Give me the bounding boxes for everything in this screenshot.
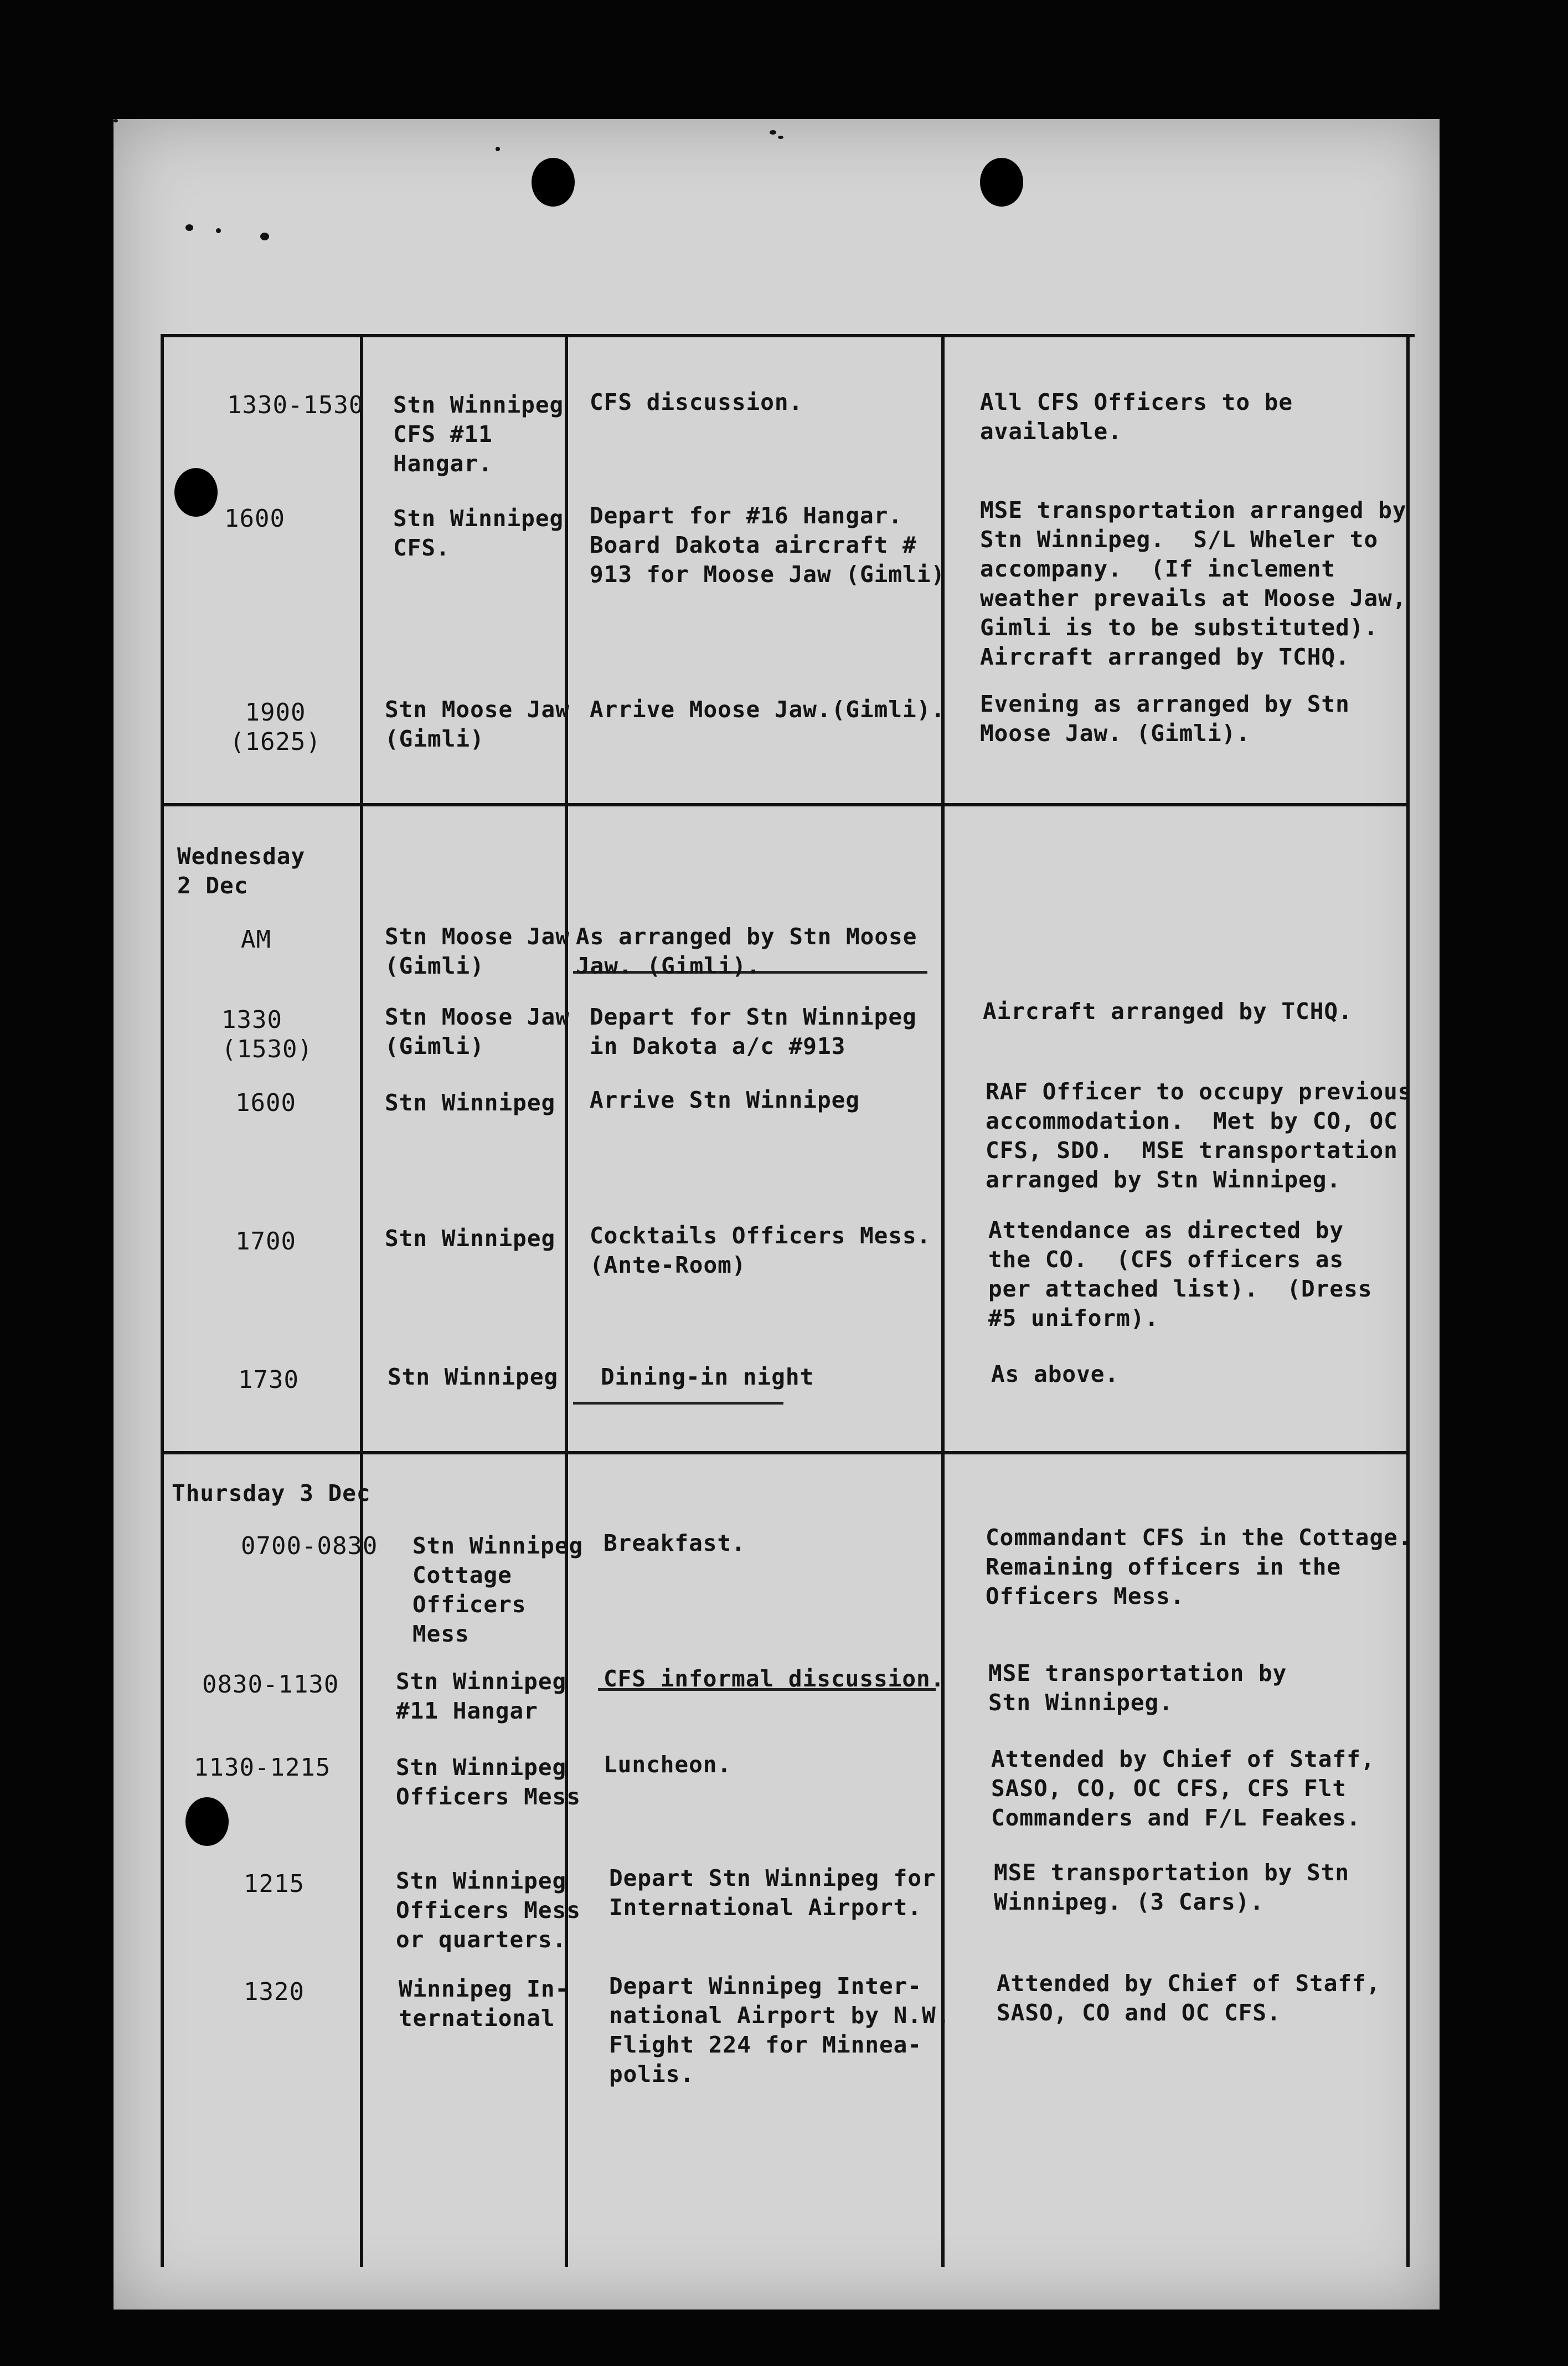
place-cell: Stn Winnipeg Officers Mess xyxy=(396,1754,581,1810)
event-cell: Cocktails Officers Mess. (Ante-Room) xyxy=(590,1222,931,1278)
time-cell: 1730 xyxy=(238,1366,299,1394)
place-cell: Stn Winnipeg xyxy=(388,1364,559,1390)
remarks-cell: MSE transportation by Stn Winnipeg. (3 Cars). xyxy=(994,1859,1350,1915)
speck xyxy=(496,147,500,151)
remarks-cell: Commandant CFS in the Cottage. Remaining officers in the Officers Mess. xyxy=(986,1524,1412,1609)
day-heading: Thursday 3 Dec xyxy=(172,1480,371,1506)
event-cell: Breakfast. xyxy=(604,1530,746,1556)
place-cell: Stn Moose Jaw (Gimli) xyxy=(385,1004,570,1059)
speck xyxy=(185,224,193,231)
punch-hole xyxy=(185,1797,229,1846)
remarks-cell: As above. xyxy=(991,1361,1120,1387)
time-cell: 1600 xyxy=(224,505,285,533)
punch-hole xyxy=(532,158,575,207)
remarks-cell: RAF Officer to occupy previous accommodation. Met by CO, OC CFS, SDO. MSE transportation arranged by Stn Winnipeg. xyxy=(986,1078,1412,1193)
table-top-border xyxy=(161,334,1415,337)
time-cell: 1215 xyxy=(244,1870,305,1898)
place-cell: Stn Winnipeg Cottage Officers Mess xyxy=(412,1532,584,1647)
event-cell: As arranged by Stn Moose Jaw. (Gimli). xyxy=(576,923,917,979)
place-cell: Stn Moose Jaw (Gimli) xyxy=(385,923,570,979)
place-cell: Stn Winnipeg Officers Mess or quarters. xyxy=(396,1868,581,1953)
remarks-cell: MSE transportation arranged by Stn Winnipeg. S/L Wheler to accompany. (If inclement weather prevails at Moose Jaw, Gimli is to be substituted). Aircraft arranged by TCHQ. xyxy=(980,497,1407,670)
event-cell: Depart Winnipeg Inter- national Airport by N.W. Flight 224 for Minnea- polis. xyxy=(609,1973,951,2087)
day-separator xyxy=(161,803,1409,806)
remarks-cell: Evening as arranged by Stn Moose Jaw. (Gimli). xyxy=(980,691,1350,747)
remarks-cell: Attendance as directed by the CO. (CFS officers as per attached list). (Dress #5 uniform). xyxy=(988,1217,1373,1331)
event-cell: CFS discussion. xyxy=(590,389,803,415)
event-cell: Depart for Stn Winnipeg in Dakota a/c #913 xyxy=(590,1004,917,1059)
event-cell: Luncheon. xyxy=(604,1751,732,1778)
place-cell: Stn Moose Jaw (Gimli) xyxy=(385,696,570,752)
document-page xyxy=(114,119,1440,2310)
time-cell: 1330-1530 xyxy=(227,391,364,419)
time-cell: 1700 xyxy=(235,1227,296,1256)
time-cell: AM xyxy=(241,925,271,954)
speck xyxy=(216,228,221,233)
table-left-border xyxy=(161,334,164,2267)
punch-hole xyxy=(174,468,218,517)
place-cell: Stn Winnipeg xyxy=(385,1225,556,1252)
time-cell: 1600 xyxy=(235,1089,296,1117)
column-divider xyxy=(360,334,363,2267)
day-separator xyxy=(161,1451,1409,1454)
speck xyxy=(770,130,776,135)
event-cell: Arrive Moose Jaw.(Gimli). xyxy=(590,696,946,723)
place-cell: Stn Winnipeg xyxy=(385,1089,556,1116)
remarks-cell: Aircraft arranged by TCHQ. xyxy=(983,998,1353,1025)
event-cell: Depart for #16 Hangar. Board Dakota aircraft # 913 for Moose Jaw (Gimli) xyxy=(590,502,946,588)
day-heading: Wednesday 2 Dec xyxy=(177,843,306,899)
time-cell: 1320 xyxy=(244,1978,305,2006)
table-right-border xyxy=(1406,334,1410,2267)
speck xyxy=(778,136,783,139)
time-cell: 0700-0830 xyxy=(241,1532,378,1560)
speck xyxy=(114,119,118,122)
punch-hole xyxy=(980,158,1023,207)
time-cell: 1330 (1530) xyxy=(221,1006,313,1063)
time-cell: 1900 (1625) xyxy=(230,698,321,756)
place-cell: Stn Winnipeg CFS. xyxy=(393,505,564,561)
remarks-cell: Attended by Chief of Staff, SASO, CO, OC CFS, CFS Flt Commanders and F/L Feakes. xyxy=(991,1746,1375,1831)
time-cell: 1130-1215 xyxy=(194,1753,331,1782)
event-cell: Depart Stn Winnipeg for International Airport. xyxy=(609,1865,936,1921)
event-cell: Dining-in night xyxy=(601,1364,814,1390)
underline xyxy=(573,1402,783,1405)
event-cell: Arrive Stn Winnipeg xyxy=(590,1087,860,1113)
remarks-cell: MSE transportation by Stn Winnipeg. xyxy=(988,1660,1287,1716)
place-cell: Stn Winnipeg CFS #11 Hangar. xyxy=(393,392,564,477)
place-cell: Winnipeg In- ternational xyxy=(399,1976,570,2031)
place-cell: Stn Winnipeg #11 Hangar xyxy=(396,1668,567,1724)
event-cell: CFS informal discussion. xyxy=(604,1665,945,1692)
remarks-cell: All CFS Officers to be available. xyxy=(980,389,1293,445)
remarks-cell: Attended by Chief of Staff, SASO, CO and OC CFS. xyxy=(997,1970,1381,2026)
time-cell: 0830-1130 xyxy=(202,1670,339,1699)
speck xyxy=(260,233,269,240)
